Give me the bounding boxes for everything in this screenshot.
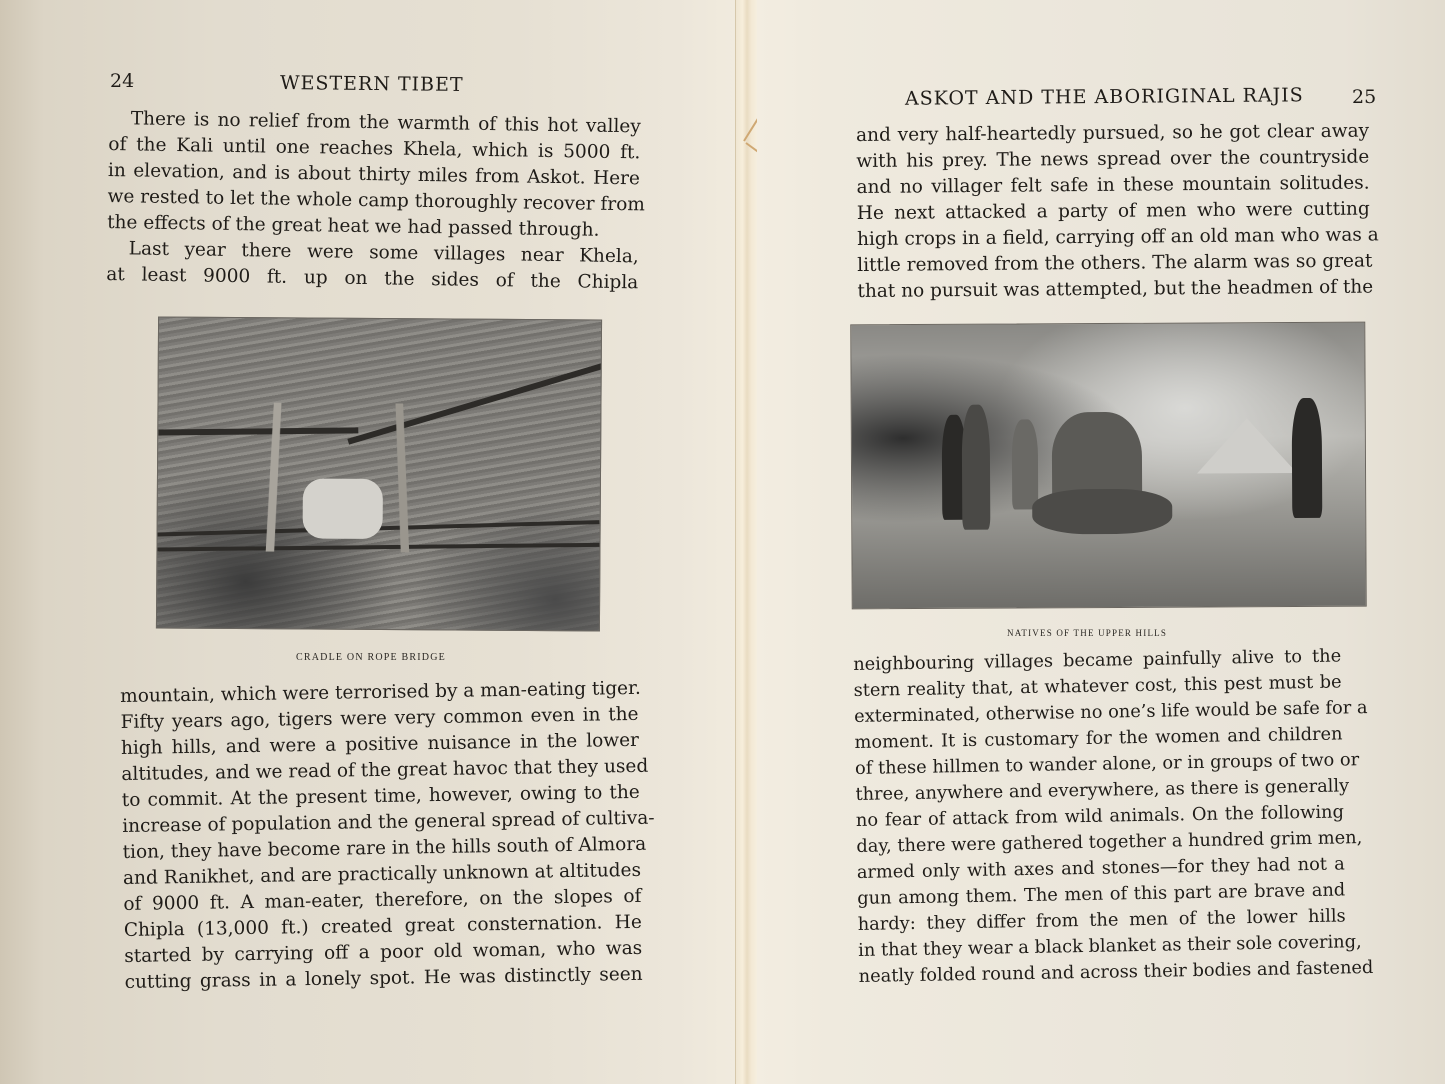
text-line: tion, they have become rare in the hills south of Almora <box>122 833 647 863</box>
text-line: Chipla (13,000 ft.) created great consternation. He <box>123 911 642 941</box>
text-line: There is no relief from the warmth of this hot valley <box>130 108 641 138</box>
running-head: ASKOT AND THE ABORIGINAL RAJIS <box>904 84 1304 110</box>
right-page <box>757 0 1445 1084</box>
text-line: we rested to let the whole camp thoroughly recover from <box>107 185 646 216</box>
text-line: at least 9000 ft. up on the sides of the Chipla <box>106 263 639 294</box>
text-line: to commit. At the present time, however, owing to the <box>121 781 640 811</box>
text-line: moment. It is customary for the women and children <box>854 723 1343 753</box>
text-line: He next attacked a party of men who were cutting <box>856 198 1370 224</box>
right-bottom-text <box>853 643 1374 989</box>
text-line: of these hillmen to wander alone, or in groups of two or <box>854 749 1360 779</box>
text-line: cutting grass in a lonely spot. He was distinctly seen <box>124 963 643 993</box>
text-line: neatly folded round and across their bodies and fastened <box>858 956 1374 987</box>
text-line: mountain, which were terrorised by a man-eating tiger. <box>120 677 641 707</box>
text-line: armed only with axes and stones—for they had not a <box>856 853 1345 883</box>
text-line: and no villager felt safe in these mountain solitudes. <box>856 172 1370 198</box>
text-line: neighbouring villages became painfully alive to the <box>853 645 1342 675</box>
page-number: 24 <box>110 70 135 92</box>
photo-caption: NATIVES OF THE UPPER HILLS <box>1007 628 1168 638</box>
text-line: in elevation, and is about thirty miles from Askot. Here <box>107 159 641 190</box>
animal-carcass <box>1032 489 1172 535</box>
text-line: little removed from the others. The alarm was so great <box>857 250 1373 276</box>
text-line: Last year there were some villages near Khela, <box>128 238 639 268</box>
text-line: started by carrying off a poor old woman, who was <box>124 937 643 967</box>
left-top-text <box>106 106 646 296</box>
text-line: three, anywhere and everywhere, as there is generally <box>855 775 1350 805</box>
text-line: the effects of the great heat we had passed through. <box>107 211 600 241</box>
text-line: stern reality that, at whatever cost, this pest must be <box>853 671 1342 701</box>
photo-caption: CRADLE ON ROPE BRIDGE <box>296 652 446 663</box>
text-line: hardy: they differ from the men of the lower hills <box>857 905 1346 935</box>
text-line: day, there were gathered together a hundred grim men, <box>856 827 1363 857</box>
book-gutter <box>735 0 759 1084</box>
text-line: altitudes, and we read of the great havoc that they used <box>121 755 649 785</box>
text-line: high hills, and were a positive nuisance in the lower <box>120 729 640 759</box>
text-line: Fifty years ago, tigers were very common even in the <box>120 703 639 733</box>
left-bottom-text <box>120 676 655 996</box>
text-line: increase of population and the general spread of cultiva- <box>122 807 655 837</box>
text-line: in that they wear a black blanket as their sole covering, <box>858 931 1362 961</box>
page-number: 25 <box>1352 86 1377 108</box>
text-line: no fear of attack from wild animals. On the following <box>855 801 1345 831</box>
text-line: gun among them. The men of this part are brave and <box>857 879 1346 909</box>
text-line: high crops in a field, carrying off an old man who was a <box>856 224 1379 250</box>
text-line: that no pursuit was attempted, but the headmen of the <box>857 276 1374 302</box>
photo-cradle-on-rope-bridge <box>156 316 602 631</box>
person-figure <box>1012 419 1038 509</box>
text-line: and Ranikhet, and are practically unknown at altitudes <box>122 859 642 889</box>
text-line: of the Kali until one reaches Khela, which is 5000 ft. <box>108 133 641 164</box>
photo-natives-of-upper-hills <box>850 322 1366 610</box>
person-figure <box>962 405 991 530</box>
tent <box>1197 418 1297 474</box>
right-top-text <box>856 119 1379 305</box>
person-figure <box>1292 398 1323 518</box>
text-line: and very half-heartedly pursued, so he got clear away <box>856 120 1370 146</box>
text-line: with his prey. The news spread over the countryside <box>856 146 1370 172</box>
text-line: of 9000 ft. A man-eater, therefore, on the slopes of <box>123 885 642 915</box>
seated-man <box>303 478 383 539</box>
running-head: WESTERN TIBET <box>279 72 464 96</box>
text-line: exterminated, otherwise no one’s life would be safe for a <box>853 697 1368 727</box>
